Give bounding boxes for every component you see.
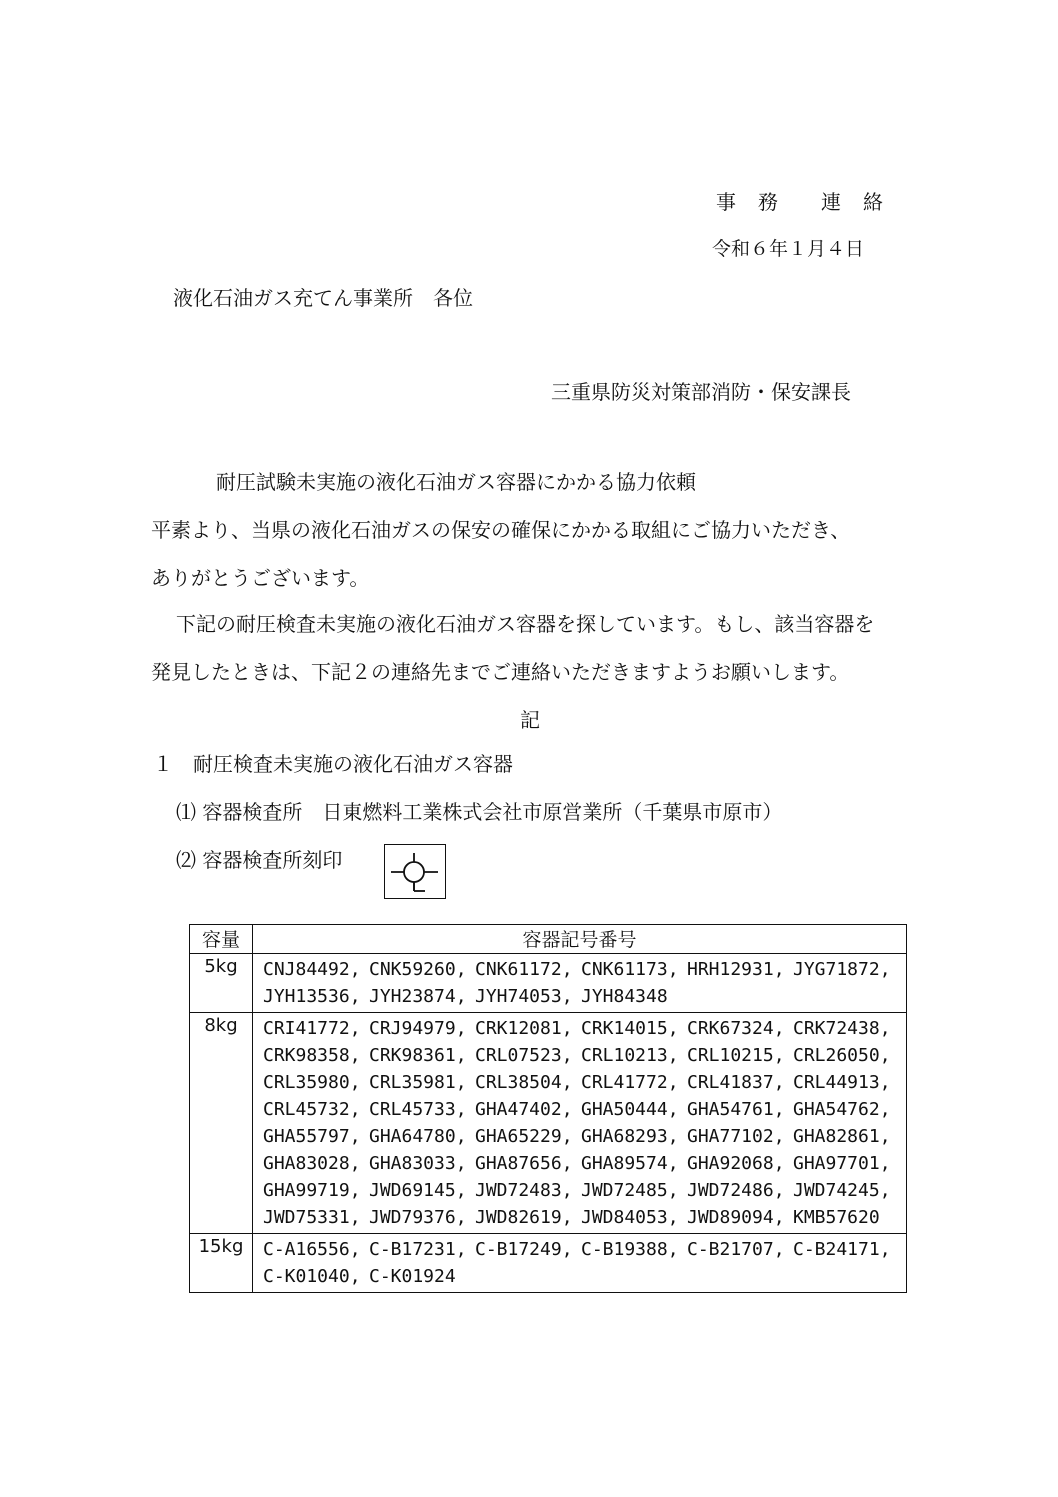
container-code: GHA47402, (475, 1099, 573, 1120)
container-code: CRL10215, (687, 1045, 785, 1066)
container-code: GHA54761, (687, 1099, 785, 1120)
container-code: C-K01924 (369, 1266, 456, 1287)
capacity-cell: 5kg (190, 954, 253, 1013)
container-code: C-B17231, (369, 1239, 467, 1260)
container-code: CRI41772, (263, 1018, 361, 1039)
container-code: GHA97701, (793, 1153, 891, 1174)
container-code: C-B21707, (687, 1239, 785, 1260)
codes-cell (253, 954, 907, 1013)
ki-heading: 記 (520, 708, 540, 732)
container-code: C-B17249, (475, 1239, 573, 1260)
container-code: C-B24171, (793, 1239, 891, 1260)
container-code: CNJ84492, (263, 959, 361, 980)
container-code: GHA82861, (793, 1126, 891, 1147)
container-code: JWD72486, (687, 1180, 785, 1201)
codes-cell (253, 1234, 907, 1293)
codes-cell (253, 1013, 907, 1234)
container-code: CRK12081, (475, 1018, 573, 1039)
container-code: HRH12931, (687, 959, 785, 980)
container-code: GHA83033, (369, 1153, 467, 1174)
container-code: CNK59260, (369, 959, 467, 980)
inspection-stamp-mark (384, 844, 446, 899)
body-line-2: ありがとうございます。 (151, 566, 370, 590)
container-code: CRJ94979, (369, 1018, 467, 1039)
container-code: GHA50444, (581, 1099, 679, 1120)
container-code: CRL35980, (263, 1072, 361, 1093)
container-code: JYG71872, (793, 959, 891, 980)
container-code: JYH13536, (263, 986, 361, 1007)
container-code: C-K01040, (263, 1266, 361, 1287)
container-code: JYH74053, (475, 986, 573, 1007)
container-code: C-B19388, (581, 1239, 679, 1260)
container-code: JWD89094, (687, 1207, 785, 1228)
container-code-table (189, 924, 907, 1293)
container-code: JWD72485, (581, 1180, 679, 1201)
addressee: 液化石油ガス充てん事業所 各位 (173, 286, 473, 310)
container-code: GHA77102, (687, 1126, 785, 1147)
document-date: 令和６年１月４日 (712, 238, 865, 260)
container-code: CRL41837, (687, 1072, 785, 1093)
body-line-4: 発見したときは、下記２の連絡先までご連絡いただきますようお願いします。 (151, 660, 850, 684)
container-code: GHA89574, (581, 1153, 679, 1174)
stamp-symbol-icon (385, 845, 444, 897)
subject-title: 耐圧試験未実施の液化石油ガス容器にかかる協力依頼 (216, 470, 696, 494)
container-code: JWD75331, (263, 1207, 361, 1228)
container-code: JWD72483, (475, 1180, 573, 1201)
container-code: JYH23874, (369, 986, 467, 1007)
body-line-3: 下記の耐圧検査未実施の液化石油ガス容器を探しています。もし、該当容器を (176, 612, 875, 636)
container-code: JYH84348 (581, 986, 668, 1007)
container-code: CRL38504, (475, 1072, 573, 1093)
container-code: GHA92068, (687, 1153, 785, 1174)
container-code: CNK61173, (581, 959, 679, 980)
container-code: CRL44913, (793, 1072, 891, 1093)
container-code: GHA83028, (263, 1153, 361, 1174)
header-codes: 容器記号番号 (253, 925, 907, 954)
table-row (190, 1234, 907, 1293)
container-code: JWD82619, (475, 1207, 573, 1228)
container-code: GHA64780, (369, 1126, 467, 1147)
container-code: GHA65229, (475, 1126, 573, 1147)
container-code: CRL45733, (369, 1099, 467, 1120)
capacity-cell: 8kg (190, 1013, 253, 1234)
container-code: CRL07523, (475, 1045, 573, 1066)
body-line-1: 平素より、当県の液化石油ガスの保安の確保にかかる取組にご協力いただき、 (151, 518, 851, 542)
container-code: CRL35981, (369, 1072, 467, 1093)
container-code: CRL45732, (263, 1099, 361, 1120)
container-code: CRK98358, (263, 1045, 361, 1066)
container-code: CRK67324, (687, 1018, 785, 1039)
table-row (190, 1013, 907, 1234)
container-code: KMB57620 (793, 1207, 880, 1228)
container-code: CRL10213, (581, 1045, 679, 1066)
container-code: GHA87656, (475, 1153, 573, 1174)
capacity-cell: 15kg (190, 1234, 253, 1293)
section-1-title: １ 耐圧検査未実施の液化石油ガス容器 (153, 752, 513, 776)
container-code: CRL26050, (793, 1045, 891, 1066)
table-header-row (190, 925, 907, 954)
container-code: GHA54762, (793, 1099, 891, 1120)
container-code: CRL41772, (581, 1072, 679, 1093)
header-capacity: 容量 (190, 925, 253, 954)
container-code: JWD79376, (369, 1207, 467, 1228)
container-code: CNK61172, (475, 959, 573, 980)
document-type: 事 務 連 絡 (716, 190, 884, 214)
container-code: JWD74245, (793, 1180, 891, 1201)
sender: 三重県防災対策部消防・保安課長 (551, 380, 851, 404)
container-code: JWD84053, (581, 1207, 679, 1228)
section-1-item-1: ⑴ 容器検査所 日東燃料工業株式会社市原営業所（千葉県市原市） (176, 800, 783, 824)
container-code: GHA99719, (263, 1180, 361, 1201)
container-code: CRK72438, (793, 1018, 891, 1039)
container-code: CRK98361, (369, 1045, 467, 1066)
container-code: GHA55797, (263, 1126, 361, 1147)
section-1-item-2: ⑵ 容器検査所刻印 (176, 848, 343, 872)
container-code: JWD69145, (369, 1180, 467, 1201)
table-row (190, 954, 907, 1013)
container-code: C-A16556, (263, 1239, 361, 1260)
container-code: GHA68293, (581, 1126, 679, 1147)
container-code: CRK14015, (581, 1018, 679, 1039)
